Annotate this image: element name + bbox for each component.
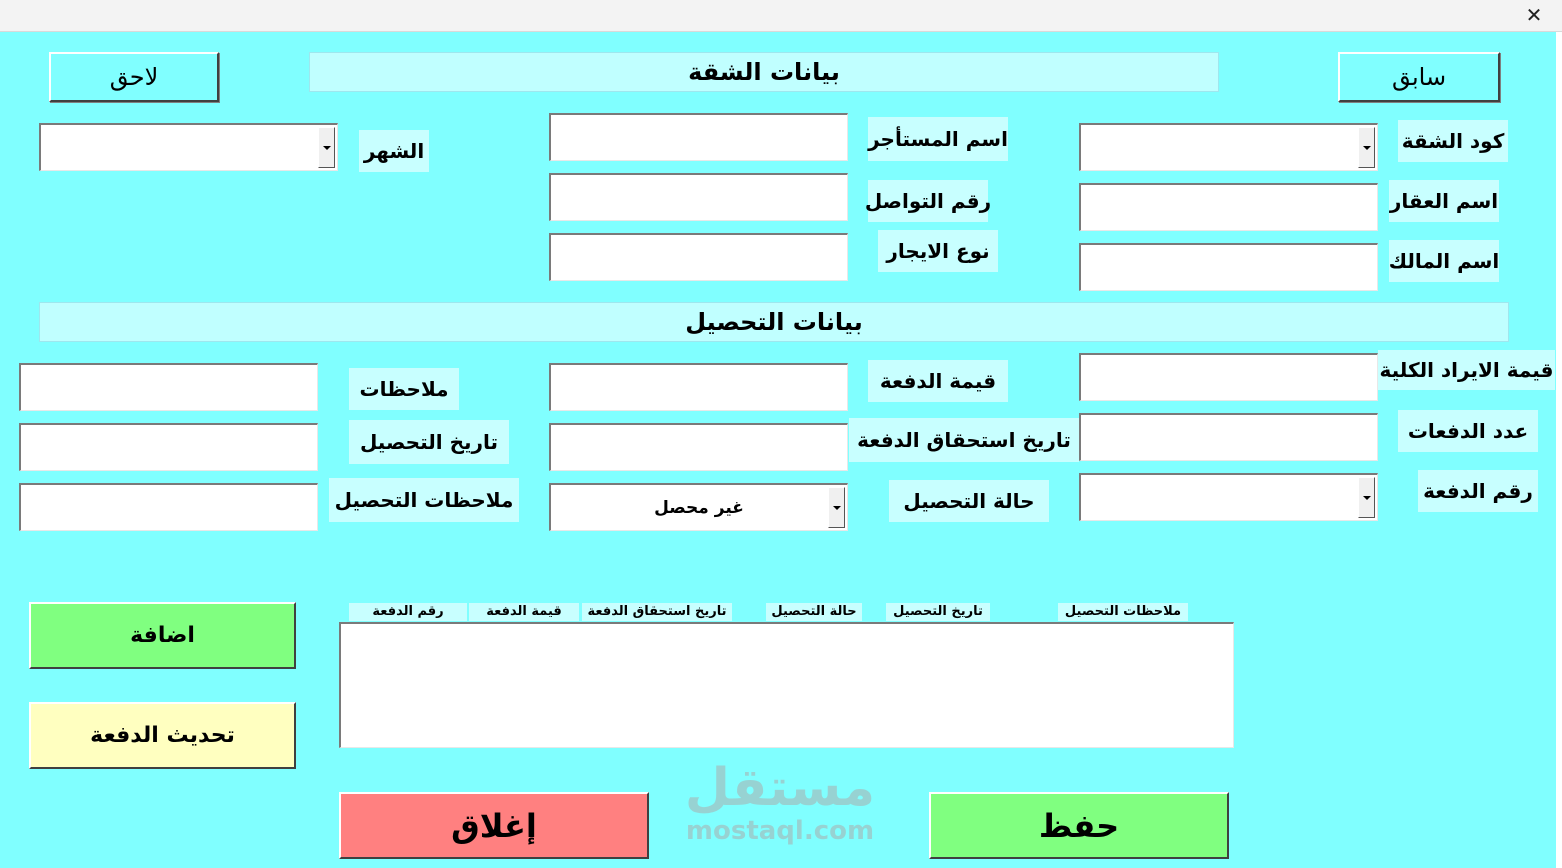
- notes-label: ملاحظات: [349, 368, 459, 410]
- next-button[interactable]: لاحق: [49, 52, 219, 102]
- collection-date-field[interactable]: [19, 423, 318, 471]
- contact-number-label: رقم التواصل: [868, 180, 988, 222]
- column-header-collection-status: حالة التحصيل: [766, 603, 862, 621]
- title-bar: [0, 0, 1562, 32]
- due-date-label: تاريخ استحقاق الدفعة: [849, 418, 1079, 462]
- rent-type-label: نوع الايجار: [878, 230, 998, 272]
- watermark-arabic: مستقل: [684, 758, 876, 818]
- collection-notes-label: ملاحظات التحصيل: [329, 478, 519, 522]
- collection-status-combo[interactable]: [549, 483, 848, 531]
- collection-status-dropdown-button[interactable]: [828, 487, 845, 528]
- chevron-down-icon: [323, 146, 331, 150]
- payment-number-label: رقم الدفعة: [1418, 470, 1538, 512]
- update-payment-button[interactable]: تحديث الدفعة: [29, 702, 296, 769]
- payment-amount-label: قيمة الدفعة: [868, 360, 1008, 402]
- apartment-section-title: بيانات الشقة: [309, 52, 1219, 92]
- apartment-code-combo[interactable]: [1079, 123, 1378, 171]
- column-header-collection-notes: ملاحظات التحصيل: [1058, 603, 1188, 621]
- chevron-down-icon: [1363, 146, 1371, 150]
- payments-listbox[interactable]: [339, 622, 1234, 748]
- column-header-payment-number: رقم الدفعة: [349, 603, 467, 621]
- total-income-label: قيمة الايراد الكلية: [1378, 350, 1555, 390]
- payments-count-field[interactable]: [1079, 413, 1378, 461]
- column-header-collection-date: تاريخ التحصيل: [886, 603, 990, 621]
- close-icon[interactable]: ✕: [1525, 3, 1543, 27]
- previous-button[interactable]: سابق: [1338, 52, 1500, 102]
- collection-section-title: بيانات التحصيل: [39, 302, 1509, 342]
- property-name-field[interactable]: [1079, 183, 1378, 231]
- month-dropdown-button[interactable]: [318, 127, 335, 168]
- owner-name-field[interactable]: [1079, 243, 1378, 291]
- column-header-due-date: تاريخ استحقاق الدفعة: [582, 603, 732, 621]
- add-button[interactable]: اضافة: [29, 602, 296, 669]
- chevron-down-icon: [1363, 496, 1371, 500]
- column-header-payment-amount: قيمة الدفعة: [469, 603, 579, 621]
- close-button[interactable]: إغلاق: [339, 792, 649, 859]
- property-name-label: اسم العقار: [1389, 180, 1499, 222]
- payment-amount-field[interactable]: [549, 363, 848, 411]
- watermark-latin: mostaql.com: [685, 816, 875, 846]
- watermark-logo: [680, 760, 880, 846]
- save-button[interactable]: حفظ: [929, 792, 1229, 859]
- month-combo[interactable]: [39, 123, 338, 171]
- apartment-code-label: كود الشقة: [1398, 120, 1508, 162]
- total-income-field[interactable]: [1079, 353, 1378, 401]
- rent-type-field[interactable]: [549, 233, 848, 281]
- payment-number-combo[interactable]: [1079, 473, 1378, 521]
- owner-name-label: اسم المالك: [1389, 240, 1499, 282]
- collection-status-value: غير محصل: [654, 497, 744, 518]
- due-date-field[interactable]: [549, 423, 848, 471]
- apartment-code-dropdown-button[interactable]: [1358, 127, 1375, 168]
- payment-number-dropdown-button[interactable]: [1358, 477, 1375, 518]
- collection-status-label: حالة التحصيل: [889, 480, 1049, 522]
- collection-notes-field[interactable]: [19, 483, 318, 531]
- month-label: الشهر: [359, 130, 429, 172]
- tenant-name-label: اسم المستأجر: [868, 117, 1008, 161]
- window-edge: [1556, 32, 1562, 868]
- collection-date-label: تاريخ التحصيل: [349, 420, 509, 464]
- tenant-name-field[interactable]: [549, 113, 848, 161]
- payments-count-label: عدد الدفعات: [1398, 410, 1538, 452]
- notes-field[interactable]: [19, 363, 318, 411]
- contact-number-field[interactable]: [549, 173, 848, 221]
- chevron-down-icon: [833, 506, 841, 510]
